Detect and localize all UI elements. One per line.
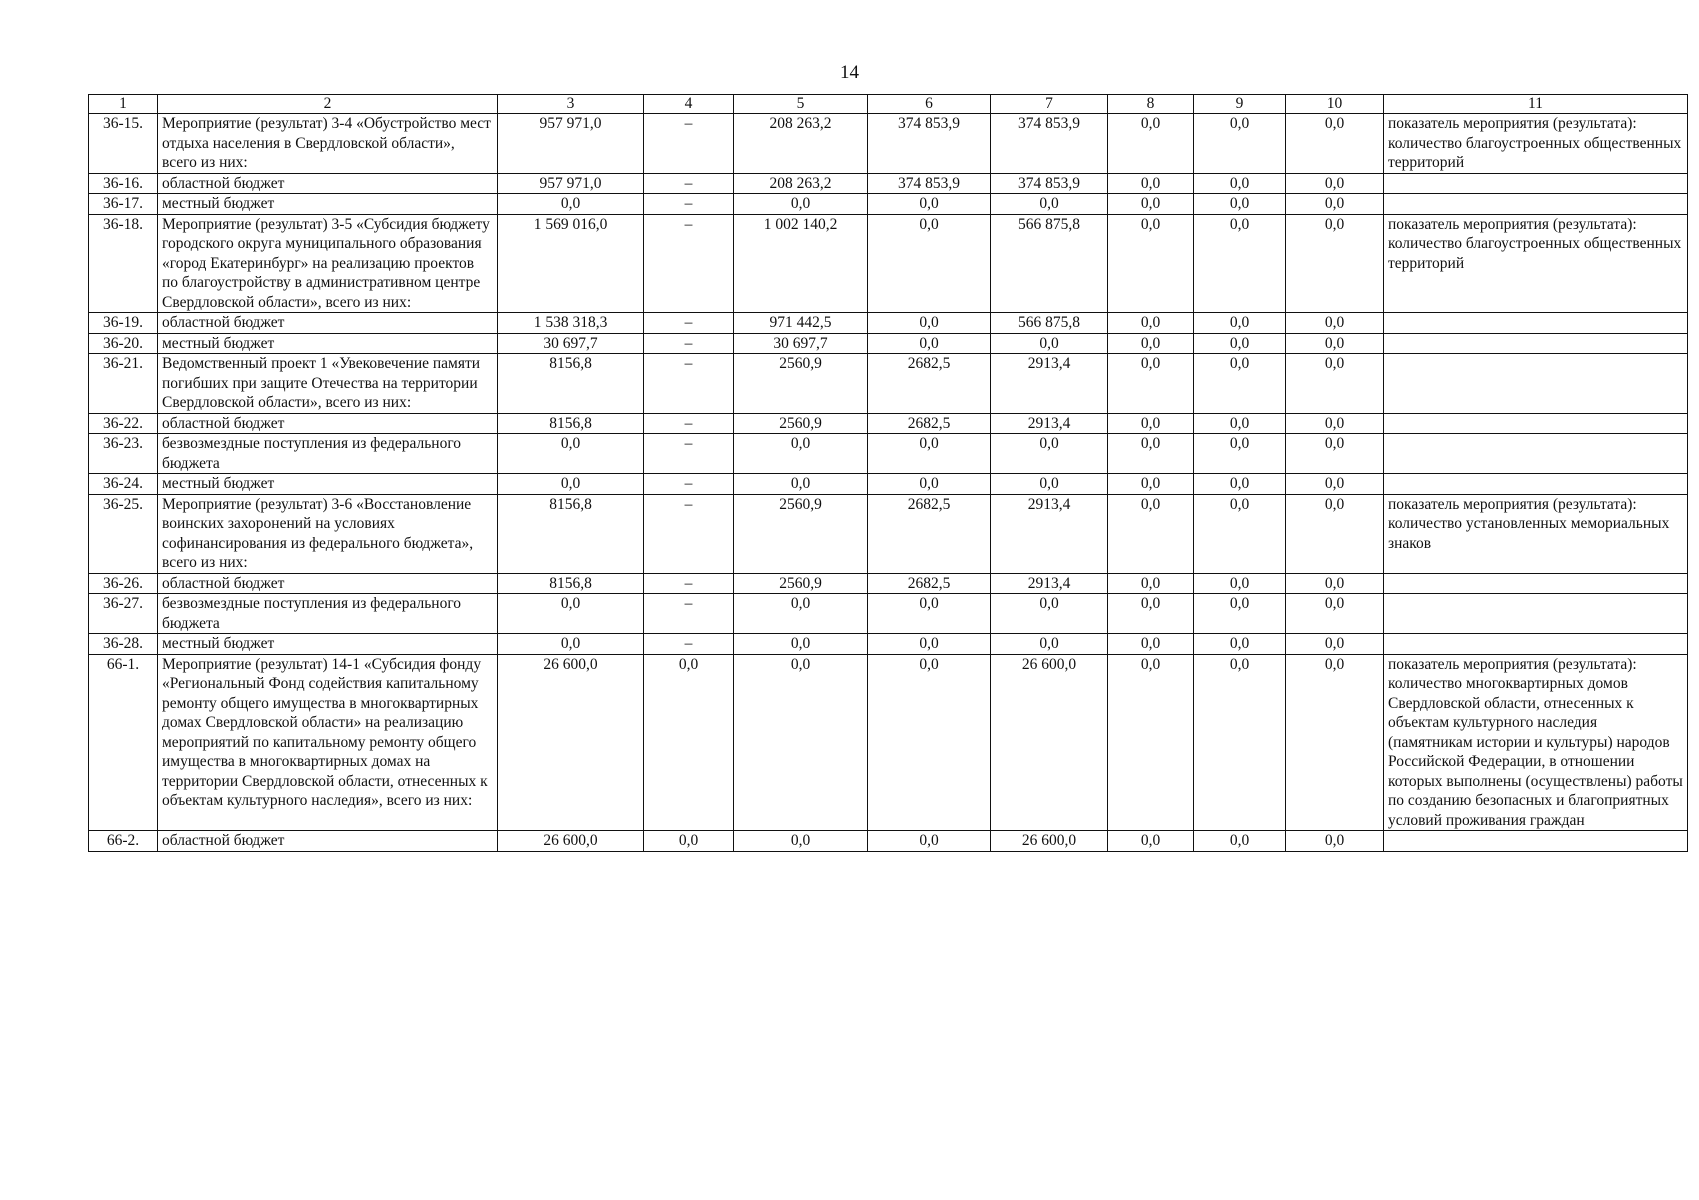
- value-cell-col4: –: [644, 494, 734, 573]
- value-cell-col5: 2560,9: [734, 494, 868, 573]
- value-cell-col3: 26 600,0: [498, 831, 644, 852]
- value-cell-col8: 0,0: [1108, 831, 1194, 852]
- value-cell-col4: –: [644, 434, 734, 474]
- value-cell-col5: 208 263,2: [734, 114, 868, 174]
- value-cell-col9: 0,0: [1194, 354, 1286, 414]
- row-number-cell: 36-26.: [89, 573, 158, 594]
- value-cell-col10: 0,0: [1286, 831, 1384, 852]
- value-cell-col7: 2913,4: [991, 354, 1108, 414]
- value-cell-col6: 0,0: [868, 214, 991, 313]
- value-cell-col9: 0,0: [1194, 214, 1286, 313]
- row-number-cell: 36-18.: [89, 214, 158, 313]
- value-cell-col4: –: [644, 474, 734, 495]
- row-name-cell: Мероприятие (результат) 14-1 «Субсидия фонду «Региональный Фонд содействия капитальному ремонту общего имущества в многоквартирных домах Свердловской области» на реализацию мероприятий по капитальному ремонту общего имущества в многоквартирных домах на территории Свердловской области, отнесенных к объектам культурного наследия», всего из них:: [158, 654, 498, 831]
- value-cell-col8: 0,0: [1108, 594, 1194, 634]
- value-cell-col9: 0,0: [1194, 831, 1286, 852]
- indicator-note-cell: [1384, 313, 1688, 334]
- column-header: 5: [734, 95, 868, 114]
- value-cell-col4: –: [644, 634, 734, 655]
- column-number-row: [89, 95, 1688, 114]
- value-cell-col7: 0,0: [991, 434, 1108, 474]
- indicator-note-cell: [1384, 634, 1688, 655]
- value-cell-col10: 0,0: [1286, 634, 1384, 655]
- column-header: 11: [1384, 95, 1688, 114]
- row-name-cell: Ведомственный проект 1 «Увековечение памяти погибших при защите Отечества на территории Свердловской области», всего из них:: [158, 354, 498, 414]
- indicator-note-cell: показатель мероприятия (результата): количество благоустроенных общественных территорий: [1384, 214, 1688, 313]
- value-cell-col7: 566 875,8: [991, 313, 1108, 334]
- value-cell-col10: 0,0: [1286, 333, 1384, 354]
- value-cell-col4: –: [644, 313, 734, 334]
- row-number-cell: 36-20.: [89, 333, 158, 354]
- row-number-cell: 66-1.: [89, 654, 158, 831]
- value-cell-col8: 0,0: [1108, 333, 1194, 354]
- value-cell-col8: 0,0: [1108, 573, 1194, 594]
- indicator-note-cell: [1384, 831, 1688, 852]
- value-cell-col3: 957 971,0: [498, 173, 644, 194]
- column-header: 2: [158, 95, 498, 114]
- column-header: 10: [1286, 95, 1384, 114]
- value-cell-col10: 0,0: [1286, 114, 1384, 174]
- row-name-cell: местный бюджет: [158, 474, 498, 495]
- table-row: [89, 413, 1688, 434]
- row-number-cell: 36-15.: [89, 114, 158, 174]
- value-cell-col7: 0,0: [991, 594, 1108, 634]
- value-cell-col6: 0,0: [868, 333, 991, 354]
- table-row: [89, 333, 1688, 354]
- column-header: 1: [89, 95, 158, 114]
- value-cell-col7: 0,0: [991, 634, 1108, 655]
- row-number-cell: 36-22.: [89, 413, 158, 434]
- row-name-cell: областной бюджет: [158, 831, 498, 852]
- value-cell-col9: 0,0: [1194, 173, 1286, 194]
- value-cell-col3: 8156,8: [498, 494, 644, 573]
- table-row: [89, 354, 1688, 414]
- value-cell-col3: 8156,8: [498, 413, 644, 434]
- value-cell-col9: 0,0: [1194, 573, 1286, 594]
- value-cell-col5: 0,0: [734, 634, 868, 655]
- value-cell-col5: 1 002 140,2: [734, 214, 868, 313]
- value-cell-col10: 0,0: [1286, 313, 1384, 334]
- row-number-cell: 36-23.: [89, 434, 158, 474]
- value-cell-col7: 26 600,0: [991, 831, 1108, 852]
- value-cell-col8: 0,0: [1108, 313, 1194, 334]
- value-cell-col3: 1 569 016,0: [498, 214, 644, 313]
- value-cell-col3: 1 538 318,3: [498, 313, 644, 334]
- value-cell-col7: 566 875,8: [991, 214, 1108, 313]
- indicator-note-cell: показатель мероприятия (результата): количество благоустроенных общественных территорий: [1384, 114, 1688, 174]
- value-cell-col4: –: [644, 333, 734, 354]
- value-cell-col4: –: [644, 114, 734, 174]
- row-number-cell: 36-17.: [89, 194, 158, 215]
- row-number-cell: 36-21.: [89, 354, 158, 414]
- row-name-cell: местный бюджет: [158, 333, 498, 354]
- table-row: [89, 594, 1688, 634]
- table-row: [89, 173, 1688, 194]
- value-cell-col3: 26 600,0: [498, 654, 644, 831]
- value-cell-col3: 8156,8: [498, 354, 644, 414]
- value-cell-col8: 0,0: [1108, 114, 1194, 174]
- indicator-note-cell: [1384, 354, 1688, 414]
- value-cell-col8: 0,0: [1108, 494, 1194, 573]
- value-cell-col8: 0,0: [1108, 474, 1194, 495]
- value-cell-col6: 374 853,9: [868, 114, 991, 174]
- value-cell-col8: 0,0: [1108, 413, 1194, 434]
- value-cell-col7: 2913,4: [991, 413, 1108, 434]
- row-name-cell: областной бюджет: [158, 173, 498, 194]
- row-name-cell: безвозмездные поступления из федерального бюджета: [158, 434, 498, 474]
- value-cell-col9: 0,0: [1194, 434, 1286, 474]
- value-cell-col9: 0,0: [1194, 114, 1286, 174]
- indicator-note-cell: [1384, 474, 1688, 495]
- table-row: [89, 831, 1688, 852]
- row-name-cell: Мероприятие (результат) 3-5 «Субсидия бюджету городского округа муниципального образования «город Екатеринбург» на реализацию проектов по благоустройству в административном центре Свердловской области», всего из них:: [158, 214, 498, 313]
- value-cell-col5: 208 263,2: [734, 173, 868, 194]
- value-cell-col4: –: [644, 214, 734, 313]
- value-cell-col7: 2913,4: [991, 573, 1108, 594]
- value-cell-col5: 30 697,7: [734, 333, 868, 354]
- value-cell-col3: 8156,8: [498, 573, 644, 594]
- value-cell-col9: 0,0: [1194, 494, 1286, 573]
- value-cell-col8: 0,0: [1108, 173, 1194, 194]
- value-cell-col6: 0,0: [868, 634, 991, 655]
- value-cell-col4: –: [644, 194, 734, 215]
- table-row: [89, 313, 1688, 334]
- value-cell-col3: 0,0: [498, 594, 644, 634]
- value-cell-col5: 0,0: [734, 194, 868, 215]
- value-cell-col6: 0,0: [868, 654, 991, 831]
- value-cell-col3: 957 971,0: [498, 114, 644, 174]
- table-row: [89, 214, 1688, 313]
- value-cell-col6: 2682,5: [868, 494, 991, 573]
- value-cell-col3: 0,0: [498, 194, 644, 215]
- table-row: [89, 634, 1688, 655]
- value-cell-col8: 0,0: [1108, 634, 1194, 655]
- table-row: [89, 654, 1688, 831]
- value-cell-col6: 2682,5: [868, 413, 991, 434]
- indicator-note-cell: показатель мероприятия (результата): количество установленных мемориальных знаков: [1384, 494, 1688, 573]
- value-cell-col7: 2913,4: [991, 494, 1108, 573]
- value-cell-col10: 0,0: [1286, 194, 1384, 215]
- column-header: 7: [991, 95, 1108, 114]
- value-cell-col4: –: [644, 173, 734, 194]
- value-cell-col10: 0,0: [1286, 173, 1384, 194]
- value-cell-col8: 0,0: [1108, 194, 1194, 215]
- value-cell-col10: 0,0: [1286, 654, 1384, 831]
- value-cell-col9: 0,0: [1194, 313, 1286, 334]
- value-cell-col5: 0,0: [734, 474, 868, 495]
- value-cell-col6: 0,0: [868, 434, 991, 474]
- value-cell-col5: 2560,9: [734, 413, 868, 434]
- row-name-cell: местный бюджет: [158, 194, 498, 215]
- value-cell-col5: 0,0: [734, 654, 868, 831]
- value-cell-col3: 0,0: [498, 634, 644, 655]
- row-number-cell: 36-25.: [89, 494, 158, 573]
- row-name-cell: местный бюджет: [158, 634, 498, 655]
- value-cell-col10: 0,0: [1286, 573, 1384, 594]
- value-cell-col10: 0,0: [1286, 214, 1384, 313]
- page-number: 14: [840, 62, 859, 83]
- value-cell-col4: –: [644, 573, 734, 594]
- indicator-note-cell: [1384, 333, 1688, 354]
- row-name-cell: Мероприятие (результат) 3-6 «Восстановление воинских захоронений на условиях софинансирования из федерального бюджета», всего из них:: [158, 494, 498, 573]
- row-name-cell: областной бюджет: [158, 413, 498, 434]
- column-header: 9: [1194, 95, 1286, 114]
- value-cell-col4: 0,0: [644, 654, 734, 831]
- value-cell-col3: 0,0: [498, 474, 644, 495]
- value-cell-col6: 0,0: [868, 194, 991, 215]
- value-cell-col4: –: [644, 354, 734, 414]
- value-cell-col10: 0,0: [1286, 594, 1384, 634]
- row-number-cell: 36-27.: [89, 594, 158, 634]
- value-cell-col6: 0,0: [868, 313, 991, 334]
- value-cell-col4: 0,0: [644, 831, 734, 852]
- value-cell-col9: 0,0: [1194, 194, 1286, 215]
- indicator-note-cell: [1384, 434, 1688, 474]
- value-cell-col9: 0,0: [1194, 474, 1286, 495]
- value-cell-col8: 0,0: [1108, 354, 1194, 414]
- row-name-cell: безвозмездные поступления из федерального бюджета: [158, 594, 498, 634]
- value-cell-col6: 0,0: [868, 594, 991, 634]
- column-header: 6: [868, 95, 991, 114]
- table-row: [89, 494, 1688, 573]
- value-cell-col6: 374 853,9: [868, 173, 991, 194]
- value-cell-col10: 0,0: [1286, 474, 1384, 495]
- value-cell-col5: 0,0: [734, 594, 868, 634]
- indicator-note-cell: [1384, 573, 1688, 594]
- table-row: [89, 114, 1688, 174]
- value-cell-col5: 2560,9: [734, 354, 868, 414]
- value-cell-col6: 2682,5: [868, 573, 991, 594]
- value-cell-col9: 0,0: [1194, 654, 1286, 831]
- table-row: [89, 474, 1688, 495]
- indicator-note-cell: [1384, 194, 1688, 215]
- value-cell-col5: 971 442,5: [734, 313, 868, 334]
- value-cell-col7: 26 600,0: [991, 654, 1108, 831]
- column-header: 4: [644, 95, 734, 114]
- value-cell-col10: 0,0: [1286, 434, 1384, 474]
- indicator-note-cell: показатель мероприятия (результата): количество многоквартирных домов Свердловской области, отнесенных к объектам культурного наследия (памятникам истории и культуры) народов Российской Федерации, в отношении которых выполнены (осуществлены) работы по созданию безопасных и благоприятных условий проживания граждан: [1384, 654, 1688, 831]
- value-cell-col5: 0,0: [734, 831, 868, 852]
- value-cell-col9: 0,0: [1194, 413, 1286, 434]
- value-cell-col3: 30 697,7: [498, 333, 644, 354]
- value-cell-col7: 0,0: [991, 474, 1108, 495]
- value-cell-col6: 2682,5: [868, 354, 991, 414]
- indicator-note-cell: [1384, 594, 1688, 634]
- value-cell-col6: 0,0: [868, 474, 991, 495]
- value-cell-col7: 0,0: [991, 333, 1108, 354]
- value-cell-col4: –: [644, 413, 734, 434]
- row-number-cell: 66-2.: [89, 831, 158, 852]
- value-cell-col5: 0,0: [734, 434, 868, 474]
- value-cell-col5: 2560,9: [734, 573, 868, 594]
- row-name-cell: Мероприятие (результат) 3-4 «Обустройство мест отдыха населения в Свердловской области», всего из них:: [158, 114, 498, 174]
- value-cell-col7: 374 853,9: [991, 173, 1108, 194]
- budget-table: [88, 94, 1688, 852]
- value-cell-col8: 0,0: [1108, 654, 1194, 831]
- table-row: [89, 194, 1688, 215]
- row-number-cell: 36-19.: [89, 313, 158, 334]
- row-number-cell: 36-24.: [89, 474, 158, 495]
- value-cell-col9: 0,0: [1194, 634, 1286, 655]
- value-cell-col4: –: [644, 594, 734, 634]
- value-cell-col7: 374 853,9: [991, 114, 1108, 174]
- indicator-note-cell: [1384, 413, 1688, 434]
- row-number-cell: 36-28.: [89, 634, 158, 655]
- indicator-note-cell: [1384, 173, 1688, 194]
- column-header: 3: [498, 95, 644, 114]
- value-cell-col8: 0,0: [1108, 214, 1194, 313]
- table-row: [89, 434, 1688, 474]
- value-cell-col10: 0,0: [1286, 354, 1384, 414]
- row-number-cell: 36-16.: [89, 173, 158, 194]
- value-cell-col3: 0,0: [498, 434, 644, 474]
- value-cell-col6: 0,0: [868, 831, 991, 852]
- row-name-cell: областной бюджет: [158, 573, 498, 594]
- value-cell-col8: 0,0: [1108, 434, 1194, 474]
- row-name-cell: областной бюджет: [158, 313, 498, 334]
- value-cell-col9: 0,0: [1194, 594, 1286, 634]
- value-cell-col10: 0,0: [1286, 494, 1384, 573]
- value-cell-col10: 0,0: [1286, 413, 1384, 434]
- value-cell-col7: 0,0: [991, 194, 1108, 215]
- value-cell-col9: 0,0: [1194, 333, 1286, 354]
- table-row: [89, 573, 1688, 594]
- column-header: 8: [1108, 95, 1194, 114]
